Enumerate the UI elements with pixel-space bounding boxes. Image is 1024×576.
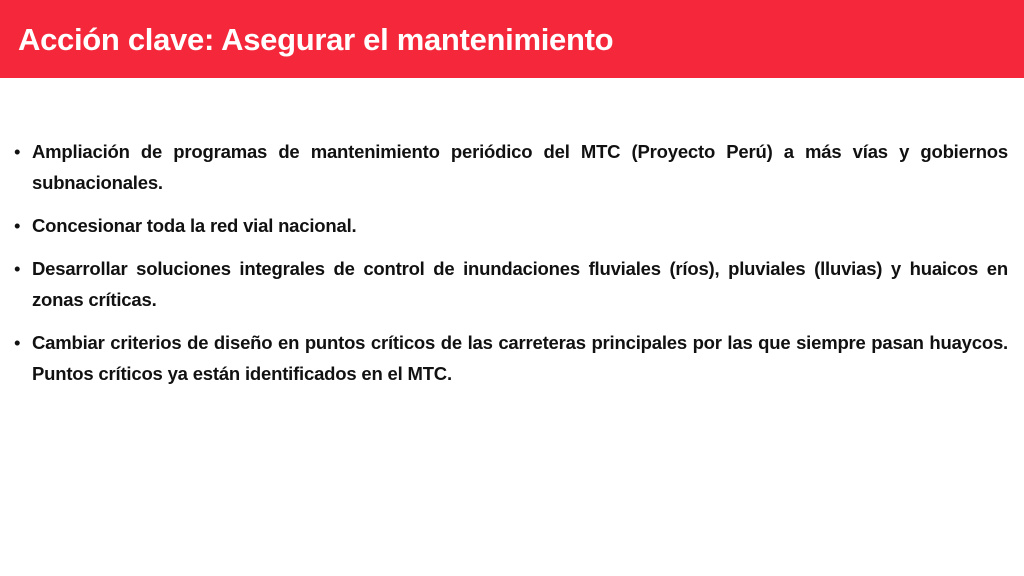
bullet-icon: • <box>14 332 21 353</box>
bullet-text: Desarrollar soluciones integrales de control de inundaciones fluviales (ríos), pluviales (lluvias) y huaicos en zonas críticas. <box>32 258 1008 310</box>
bullet-text: Cambiar criterios de diseño en puntos críticos de las carreteras principales por las que siempre pasan huaycos. Puntos críticos ya están identificados en el MTC. <box>32 332 1008 384</box>
slide-title: Acción clave: Asegurar el mantenimiento <box>18 22 614 57</box>
bullet-icon: • <box>14 215 21 236</box>
bullet-text: Concesionar toda la red vial nacional. <box>32 215 357 236</box>
bullet-item <box>14 327 1008 389</box>
bullet-icon: • <box>14 141 21 162</box>
bullet-text: Ampliación de programas de mantenimiento periódico del MTC (Proyecto Perú) a más vías y gobiernos subnacionales. <box>32 141 1008 193</box>
bullet-list <box>14 136 1008 401</box>
title-bar <box>0 0 1024 78</box>
bullet-icon: • <box>14 258 21 279</box>
bullet-item <box>14 136 1008 198</box>
bullet-item <box>14 253 1008 315</box>
bullet-item <box>14 210 1008 241</box>
